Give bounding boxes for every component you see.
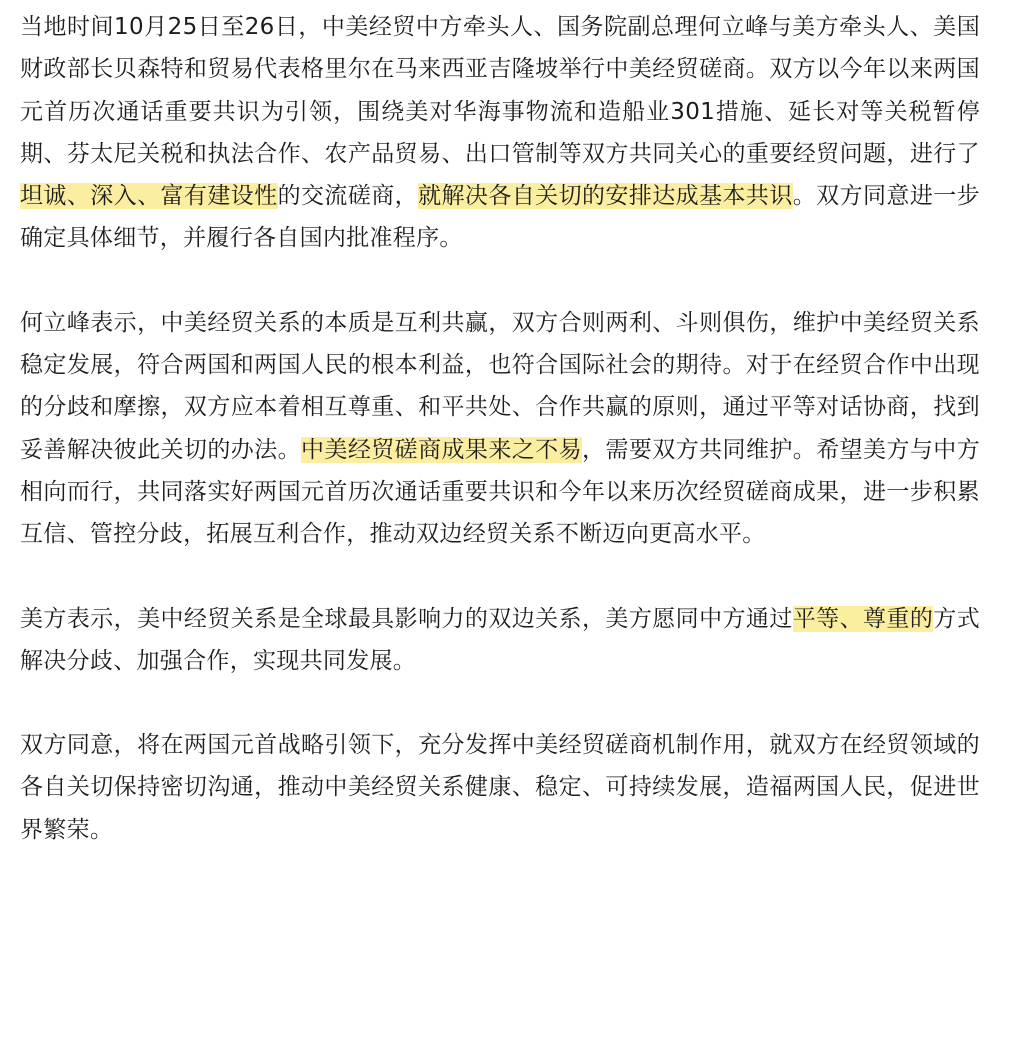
text-segment: 。双方同意进一步确定具体细节，并履行各自国内批准程序。 <box>20 183 980 252</box>
text-segment: 双方同意，将在两国元首战略引领下，充分发挥中美经贸磋商机制作用，就双方在经贸领域的各自关切保持密切沟通，推动中美经贸关系健康、稳定、可持续发展，造福两国人民，促进世界繁荣。 <box>20 732 980 843</box>
highlighted-text: 平等、尊重的 <box>792 605 934 632</box>
paragraph-1 <box>20 6 980 260</box>
text-segment: 方式解决分歧、加强合作，实现共同发展。 <box>20 605 980 674</box>
highlighted-text: 中美经贸磋商成果来之不易 <box>301 436 583 463</box>
text-segment: 美方表示，美中经贸关系是全球最具影响力的双边关系，美方愿同中方通过 <box>20 605 793 632</box>
highlighted-text: 坦诚、深入、富有建设性 <box>20 183 278 210</box>
text-segment: 的交流磋商， <box>277 183 419 210</box>
highlighted-text: 就解决各自关切的安排达成基本共识 <box>418 183 793 210</box>
paragraph-4 <box>20 724 980 851</box>
text-segment: 何立峰表示，中美经贸关系的本质是互利共赢，双方合则两利、斗则俱伤，维护中美经贸关系稳定发展，符合两国和两国人民的根本利益，也符合国际社会的期待。对于在经贸合作中出现的分歧和摩擦，双方应本着相互尊重、和平共处、合作共赢的原则，通过平等对话协商，找到妥善解决彼此关切的办法。 <box>20 309 980 463</box>
paragraph-3 <box>20 598 980 683</box>
text-segment: 当地时间10月25日至26日，中美经贸中方牵头人、国务院副总理何立峰与美方牵头人、美国财政部长贝森特和贸易代表格里尔在马来西亚吉隆坡举行中美经贸磋商。双方以今年以来两国元首历次通话重要共识为引领，围绕美对华海事物流和造船业301措施、延长对等关税暂停期、芬太尼关税和执法合作、农产品贸易、出口管制等双方共同关心的重要经贸问题，进行了 <box>20 14 980 167</box>
paragraph-2 <box>20 302 980 556</box>
article-body <box>20 6 980 851</box>
text-segment: ，需要双方共同维护。希望美方与中方相向而行，共同落实好两国元首历次通话重要共识和今年以来历次经贸磋商成果，进一步积累互信、管控分歧，拓展互利合作，推动双边经贸关系不断迈向更高水平。 <box>20 436 980 548</box>
